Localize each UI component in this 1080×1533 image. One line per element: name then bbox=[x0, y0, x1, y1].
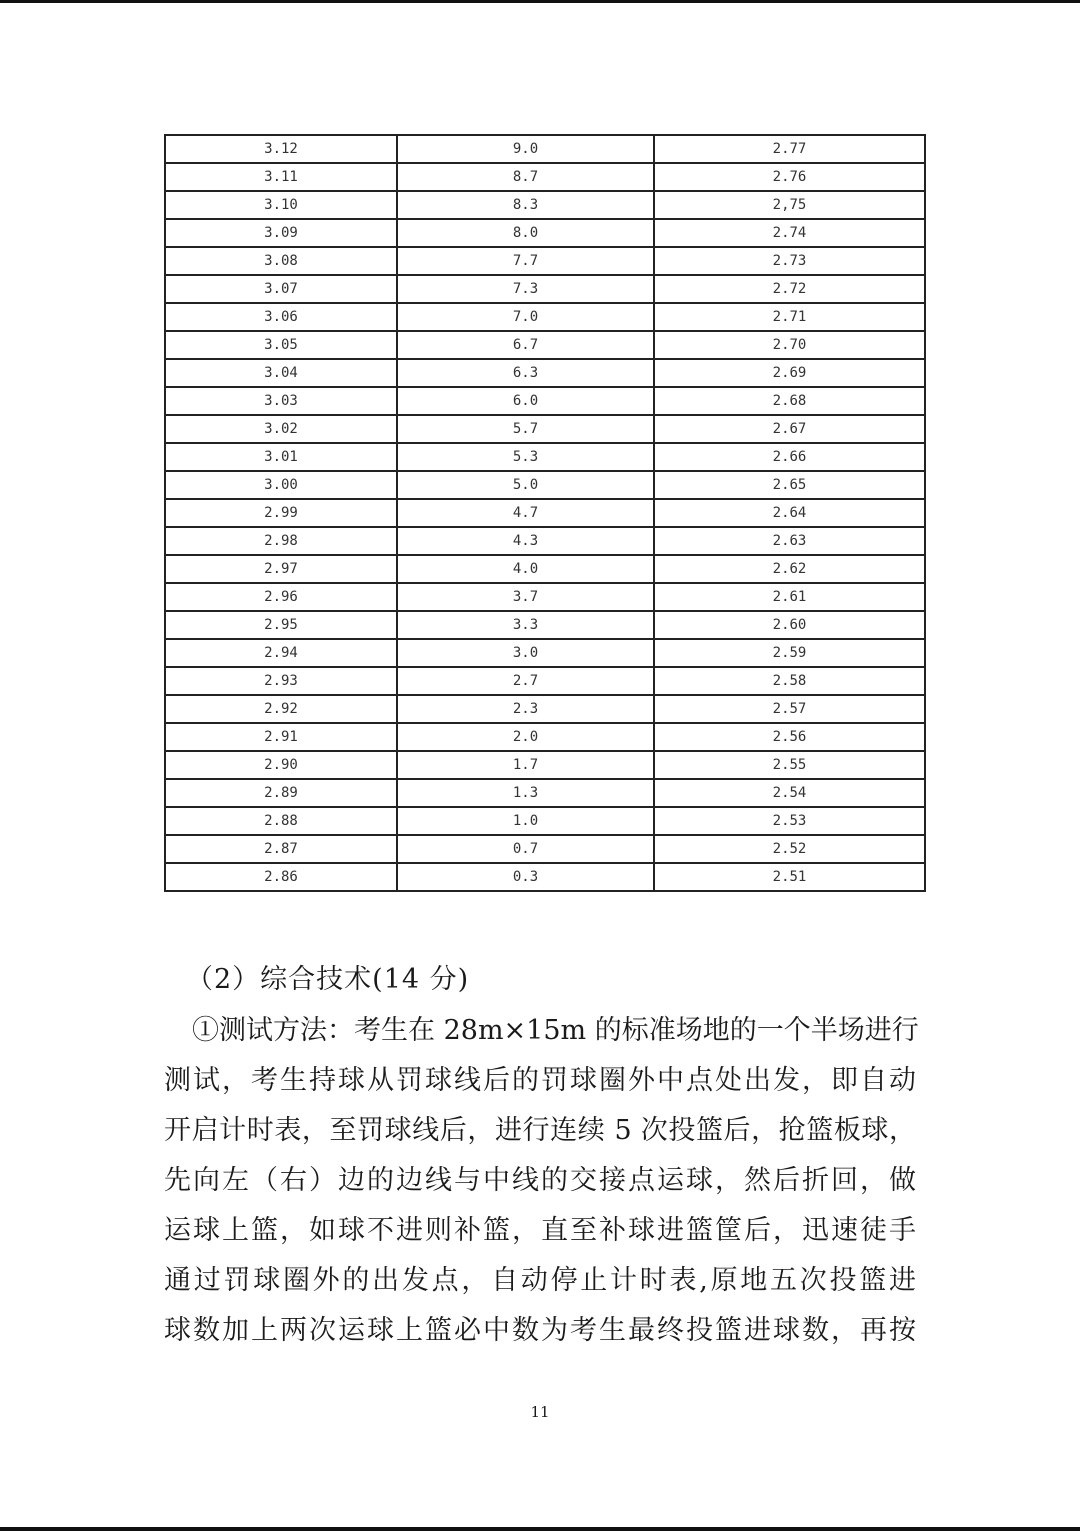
table-cell: 2.74 bbox=[654, 219, 925, 247]
table-cell: 1.0 bbox=[397, 807, 654, 835]
table-cell: 2.60 bbox=[654, 611, 925, 639]
table-cell: 2.58 bbox=[654, 667, 925, 695]
body-line-6: 通过罚球圈外的出发点，自动停止计时表,原地五次投篮进 bbox=[164, 1265, 916, 1296]
table-cell: 2.98 bbox=[165, 527, 397, 555]
table-cell: 0.3 bbox=[397, 863, 654, 891]
table-cell: 2.59 bbox=[654, 639, 925, 667]
table-cell: 2.66 bbox=[654, 443, 925, 471]
table-row bbox=[165, 303, 925, 331]
table-cell: 2.51 bbox=[654, 863, 925, 891]
table-row bbox=[165, 219, 925, 247]
table-cell: 8.0 bbox=[397, 219, 654, 247]
table-cell: 3.03 bbox=[165, 387, 397, 415]
table-cell: 2.53 bbox=[654, 807, 925, 835]
table-cell: 2.77 bbox=[654, 135, 925, 163]
table-cell: 5.7 bbox=[397, 415, 654, 443]
table-cell: 2.91 bbox=[165, 723, 397, 751]
table-cell: 4.7 bbox=[397, 499, 654, 527]
table-cell: 2.63 bbox=[654, 527, 925, 555]
table-row bbox=[165, 163, 925, 191]
body-line-3: 开启计时表，至罚球线后，进行连续 5 次投篮后，抢篮板球， bbox=[164, 1115, 916, 1146]
table-cell: 2.69 bbox=[654, 359, 925, 387]
table-row bbox=[165, 723, 925, 751]
table-row bbox=[165, 863, 925, 891]
table-cell: 2.94 bbox=[165, 639, 397, 667]
table-row bbox=[165, 135, 925, 163]
table-row bbox=[165, 191, 925, 219]
table-row bbox=[165, 695, 925, 723]
table-cell: 2,75 bbox=[654, 191, 925, 219]
table-row bbox=[165, 583, 925, 611]
body-line-1: ①测试方法：考生在 28m×15m 的标准场地的一个半场进行 bbox=[192, 1015, 919, 1046]
table-cell: 3.10 bbox=[165, 191, 397, 219]
table-cell: 2.73 bbox=[654, 247, 925, 275]
table-cell: 5.0 bbox=[397, 471, 654, 499]
table-cell: 8.3 bbox=[397, 191, 654, 219]
table-cell: 9.0 bbox=[397, 135, 654, 163]
table-row bbox=[165, 835, 925, 863]
table-row bbox=[165, 751, 925, 779]
table-cell: 2.88 bbox=[165, 807, 397, 835]
table-cell: 2.71 bbox=[654, 303, 925, 331]
table-cell: 2.89 bbox=[165, 779, 397, 807]
table-cell: 3.0 bbox=[397, 639, 654, 667]
table-cell: 2.7 bbox=[397, 667, 654, 695]
table-cell: 2.57 bbox=[654, 695, 925, 723]
table-row bbox=[165, 359, 925, 387]
table-cell: 3.01 bbox=[165, 443, 397, 471]
table-cell: 3.11 bbox=[165, 163, 397, 191]
table-row bbox=[165, 667, 925, 695]
table-cell: 2.65 bbox=[654, 471, 925, 499]
body-line-7: 球数加上两次运球上篮必中数为考生最终投篮进球数，再按 bbox=[164, 1315, 916, 1346]
table-cell: 2.64 bbox=[654, 499, 925, 527]
table-cell: 2.72 bbox=[654, 275, 925, 303]
table-cell: 3.7 bbox=[397, 583, 654, 611]
table-cell: 2.54 bbox=[654, 779, 925, 807]
table-cell: 2.67 bbox=[654, 415, 925, 443]
table-cell: 1.7 bbox=[397, 751, 654, 779]
table-cell: 0.7 bbox=[397, 835, 654, 863]
table-cell: 4.3 bbox=[397, 527, 654, 555]
table-cell: 8.7 bbox=[397, 163, 654, 191]
table-cell: 2.70 bbox=[654, 331, 925, 359]
table-cell: 1.3 bbox=[397, 779, 654, 807]
table-cell: 7.0 bbox=[397, 303, 654, 331]
table-cell: 3.07 bbox=[165, 275, 397, 303]
table-cell: 2.92 bbox=[165, 695, 397, 723]
table-cell: 2.99 bbox=[165, 499, 397, 527]
table-row bbox=[165, 275, 925, 303]
table-cell: 7.3 bbox=[397, 275, 654, 303]
table-row bbox=[165, 443, 925, 471]
table-cell: 5.3 bbox=[397, 443, 654, 471]
table-cell: 2.3 bbox=[397, 695, 654, 723]
table-cell: 2.97 bbox=[165, 555, 397, 583]
table-row bbox=[165, 387, 925, 415]
body-line-2: 测试，考生持球从罚球线后的罚球圈外中点处出发，即自动 bbox=[164, 1065, 916, 1096]
table-cell: 3.3 bbox=[397, 611, 654, 639]
table-cell: 3.05 bbox=[165, 331, 397, 359]
table-cell: 6.0 bbox=[397, 387, 654, 415]
table-row bbox=[165, 247, 925, 275]
table-cell: 7.7 bbox=[397, 247, 654, 275]
table-row bbox=[165, 555, 925, 583]
page-top-edge bbox=[0, 0, 1080, 3]
section-heading: （2）综合技术(14 分) bbox=[186, 964, 470, 995]
table-cell: 2.68 bbox=[654, 387, 925, 415]
table-row bbox=[165, 471, 925, 499]
table-cell: 3.06 bbox=[165, 303, 397, 331]
table-row bbox=[165, 415, 925, 443]
table-cell: 3.04 bbox=[165, 359, 397, 387]
table-row bbox=[165, 611, 925, 639]
table-cell: 3.02 bbox=[165, 415, 397, 443]
table-cell: 2.61 bbox=[654, 583, 925, 611]
table-cell: 3.00 bbox=[165, 471, 397, 499]
score-table bbox=[164, 134, 926, 892]
table-row bbox=[165, 499, 925, 527]
table-cell: 2.86 bbox=[165, 863, 397, 891]
table-row bbox=[165, 807, 925, 835]
table-cell: 2.55 bbox=[654, 751, 925, 779]
table-cell: 2.90 bbox=[165, 751, 397, 779]
score-table-body bbox=[165, 135, 925, 891]
table-cell: 2.56 bbox=[654, 723, 925, 751]
table-cell: 2.96 bbox=[165, 583, 397, 611]
body-line-5: 运球上篮，如球不进则补篮，直至补球进篮筐后，迅速徒手 bbox=[164, 1215, 916, 1246]
table-cell: 6.7 bbox=[397, 331, 654, 359]
table-row bbox=[165, 331, 925, 359]
table-cell: 2.52 bbox=[654, 835, 925, 863]
body-line-4: 先向左（右）边的边线与中线的交接点运球，然后折回，做 bbox=[164, 1165, 916, 1196]
table-cell: 2.95 bbox=[165, 611, 397, 639]
table-cell: 2.0 bbox=[397, 723, 654, 751]
table-cell: 2.87 bbox=[165, 835, 397, 863]
table-row bbox=[165, 639, 925, 667]
table-cell: 2.62 bbox=[654, 555, 925, 583]
table-row bbox=[165, 779, 925, 807]
page-number: 11 bbox=[530, 1403, 550, 1421]
page-bottom-edge bbox=[0, 1527, 1080, 1531]
table-cell: 3.09 bbox=[165, 219, 397, 247]
table-cell: 2.76 bbox=[654, 163, 925, 191]
table-cell: 3.08 bbox=[165, 247, 397, 275]
table-cell: 6.3 bbox=[397, 359, 654, 387]
table-cell: 2.93 bbox=[165, 667, 397, 695]
table-cell: 4.0 bbox=[397, 555, 654, 583]
table-row bbox=[165, 527, 925, 555]
table-cell: 3.12 bbox=[165, 135, 397, 163]
